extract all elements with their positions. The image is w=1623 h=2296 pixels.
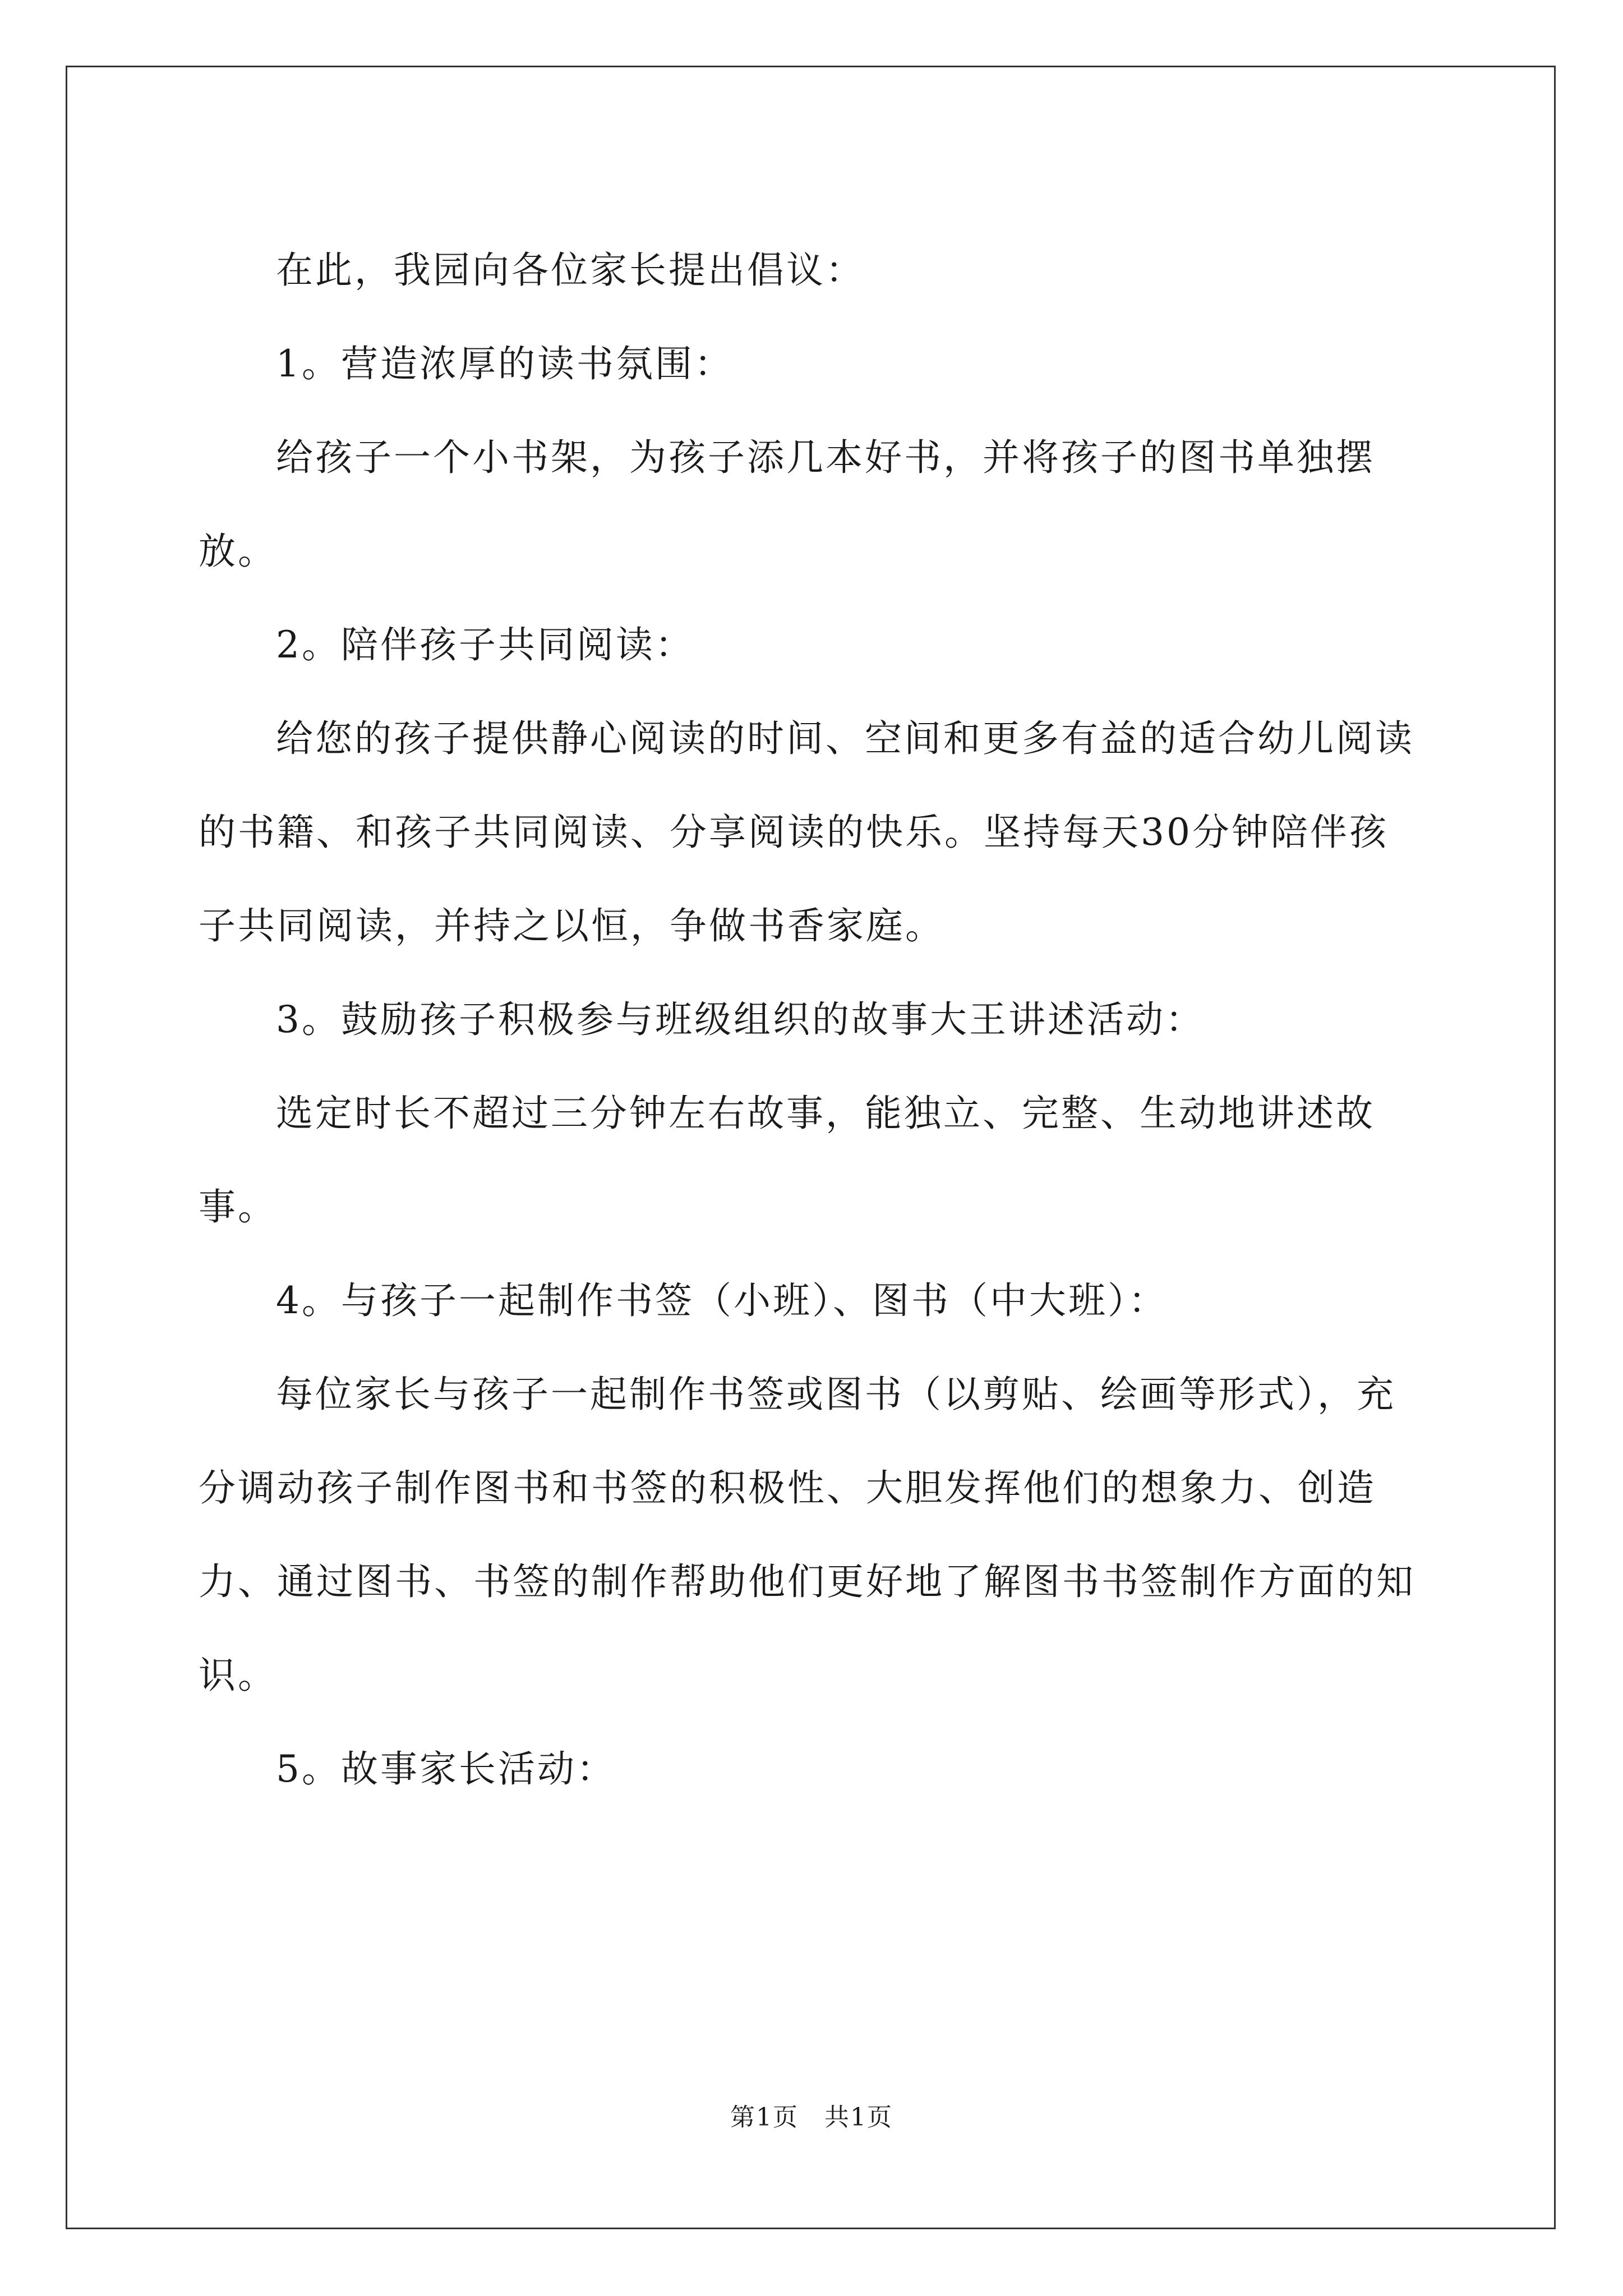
heading-item-5: 5。故事家长活动： bbox=[276, 1747, 616, 1791]
page-footer: 第1页 共1页 bbox=[730, 2103, 893, 2132]
document-body bbox=[199, 223, 1424, 1816]
heading-item-4: 4。与孩子一起制作书签（小班）、图书（中大班）： bbox=[276, 1279, 1168, 1322]
paragraph-item-3: 选定时长不超过三分钟左右故事，能独立、完整、生动地讲述故事。 bbox=[199, 1092, 1375, 1228]
paragraph-item-2: 给您的孩子提供静心阅读的时间、空间和更多有益的适合幼儿阅读的书籍、和孩子共同阅读、分享阅读的快乐。坚持每天30分钟陪伴孩子共同阅读，并持之以恒，争做书香家庭。 bbox=[199, 717, 1414, 947]
paragraph-item-4: 每位家长与孩子一起制作书签或图书（以剪贴、绘画等形式），充分调动孩子制作图书和书签的积极性、大胆发挥他们的想象力、创造力、通过图书、书签的制作帮助他们更好地了解图书书签制作方面的知识。 bbox=[199, 1373, 1415, 1697]
heading-item-3: 3。鼓励孩子积极参与班级组织的故事大王讲述活动： bbox=[276, 998, 1205, 1041]
heading-item-2: 2。陪伴孩子共同阅读： bbox=[276, 623, 694, 666]
paragraph-intro: 在此，我园向各位家长提出倡议： bbox=[276, 249, 865, 292]
heading-item-1: 1。营造浓厚的读书氛围： bbox=[276, 342, 734, 385]
paragraph-item-1: 给孩子一个小书架，为孩子添几本好书，并将孩子的图书单独摆放。 bbox=[199, 436, 1375, 573]
